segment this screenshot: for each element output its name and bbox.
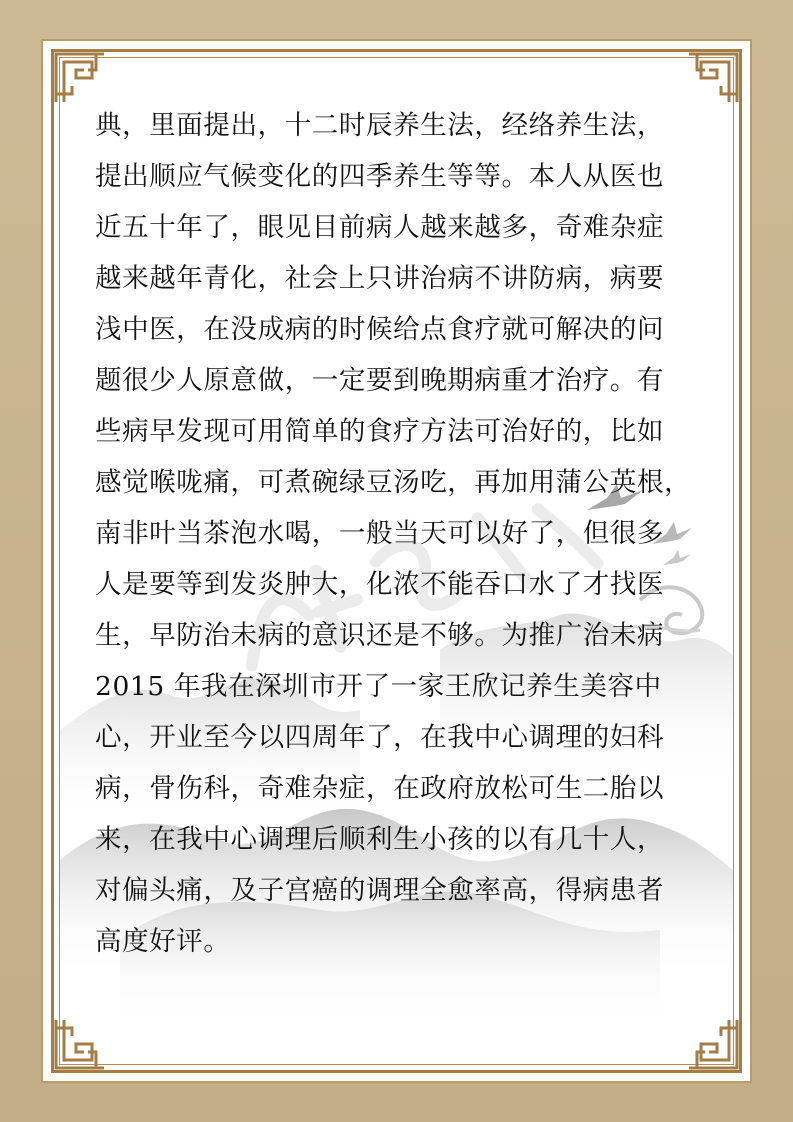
- text-line: 南非叶当茶泡水喝，一般当天可以好了，但很多: [95, 518, 665, 549]
- text-line: 感觉喉咙痛，可煮碗绿豆汤吃，再加用蒲公英根，: [95, 467, 692, 498]
- text-line: 高度好评。: [95, 926, 231, 957]
- corner-fret-icon: [685, 1016, 741, 1072]
- text-line: 来，在我中心调理后顺利生小孩的以有几十人，: [95, 824, 665, 855]
- text-line: 近五十年了，眼见目前病人越来越多，奇难杂症: [95, 212, 665, 243]
- text-line: 题很少人原意做，一定要到晚期病重才治疗。有: [95, 365, 665, 396]
- text-line: 2015 年我在深圳市开了一家王欣记养生美容中: [95, 671, 662, 702]
- text-line: 心，开业至今以四周年了，在我中心调理的妇科: [95, 722, 665, 753]
- text-line: 些病早发现可用简单的食疗方法可治好的，比如: [95, 416, 665, 447]
- text-line: 人是要等到发炎肿大，化浓不能吞口水了才找医: [95, 569, 665, 600]
- text-line: 提出顺应气候变化的四季养生等等。本人从医也: [95, 161, 665, 192]
- corner-fret-icon: [52, 50, 108, 106]
- text-line: 浅中医，在没成病的时候给点食疗就可解决的问: [95, 314, 665, 345]
- text-line: 典，里面提出，十二时辰养生法，经络养生法，: [95, 110, 665, 141]
- text-line: 病，骨伤科，奇难杂症，在政府放松可生二胎以: [95, 773, 665, 804]
- text-line: 越来越年青化，社会上只讲治病不讲防病，病要: [95, 263, 665, 294]
- corner-fret-icon: [685, 50, 741, 106]
- text-line: 生，早防治未病的意识还是不够。为推广治未病: [95, 620, 665, 651]
- corner-fret-icon: [52, 1016, 108, 1072]
- body-text: [95, 100, 705, 967]
- text-line: 对偏头痛，及子宫癌的调理全愈率高，得病患者: [95, 875, 665, 906]
